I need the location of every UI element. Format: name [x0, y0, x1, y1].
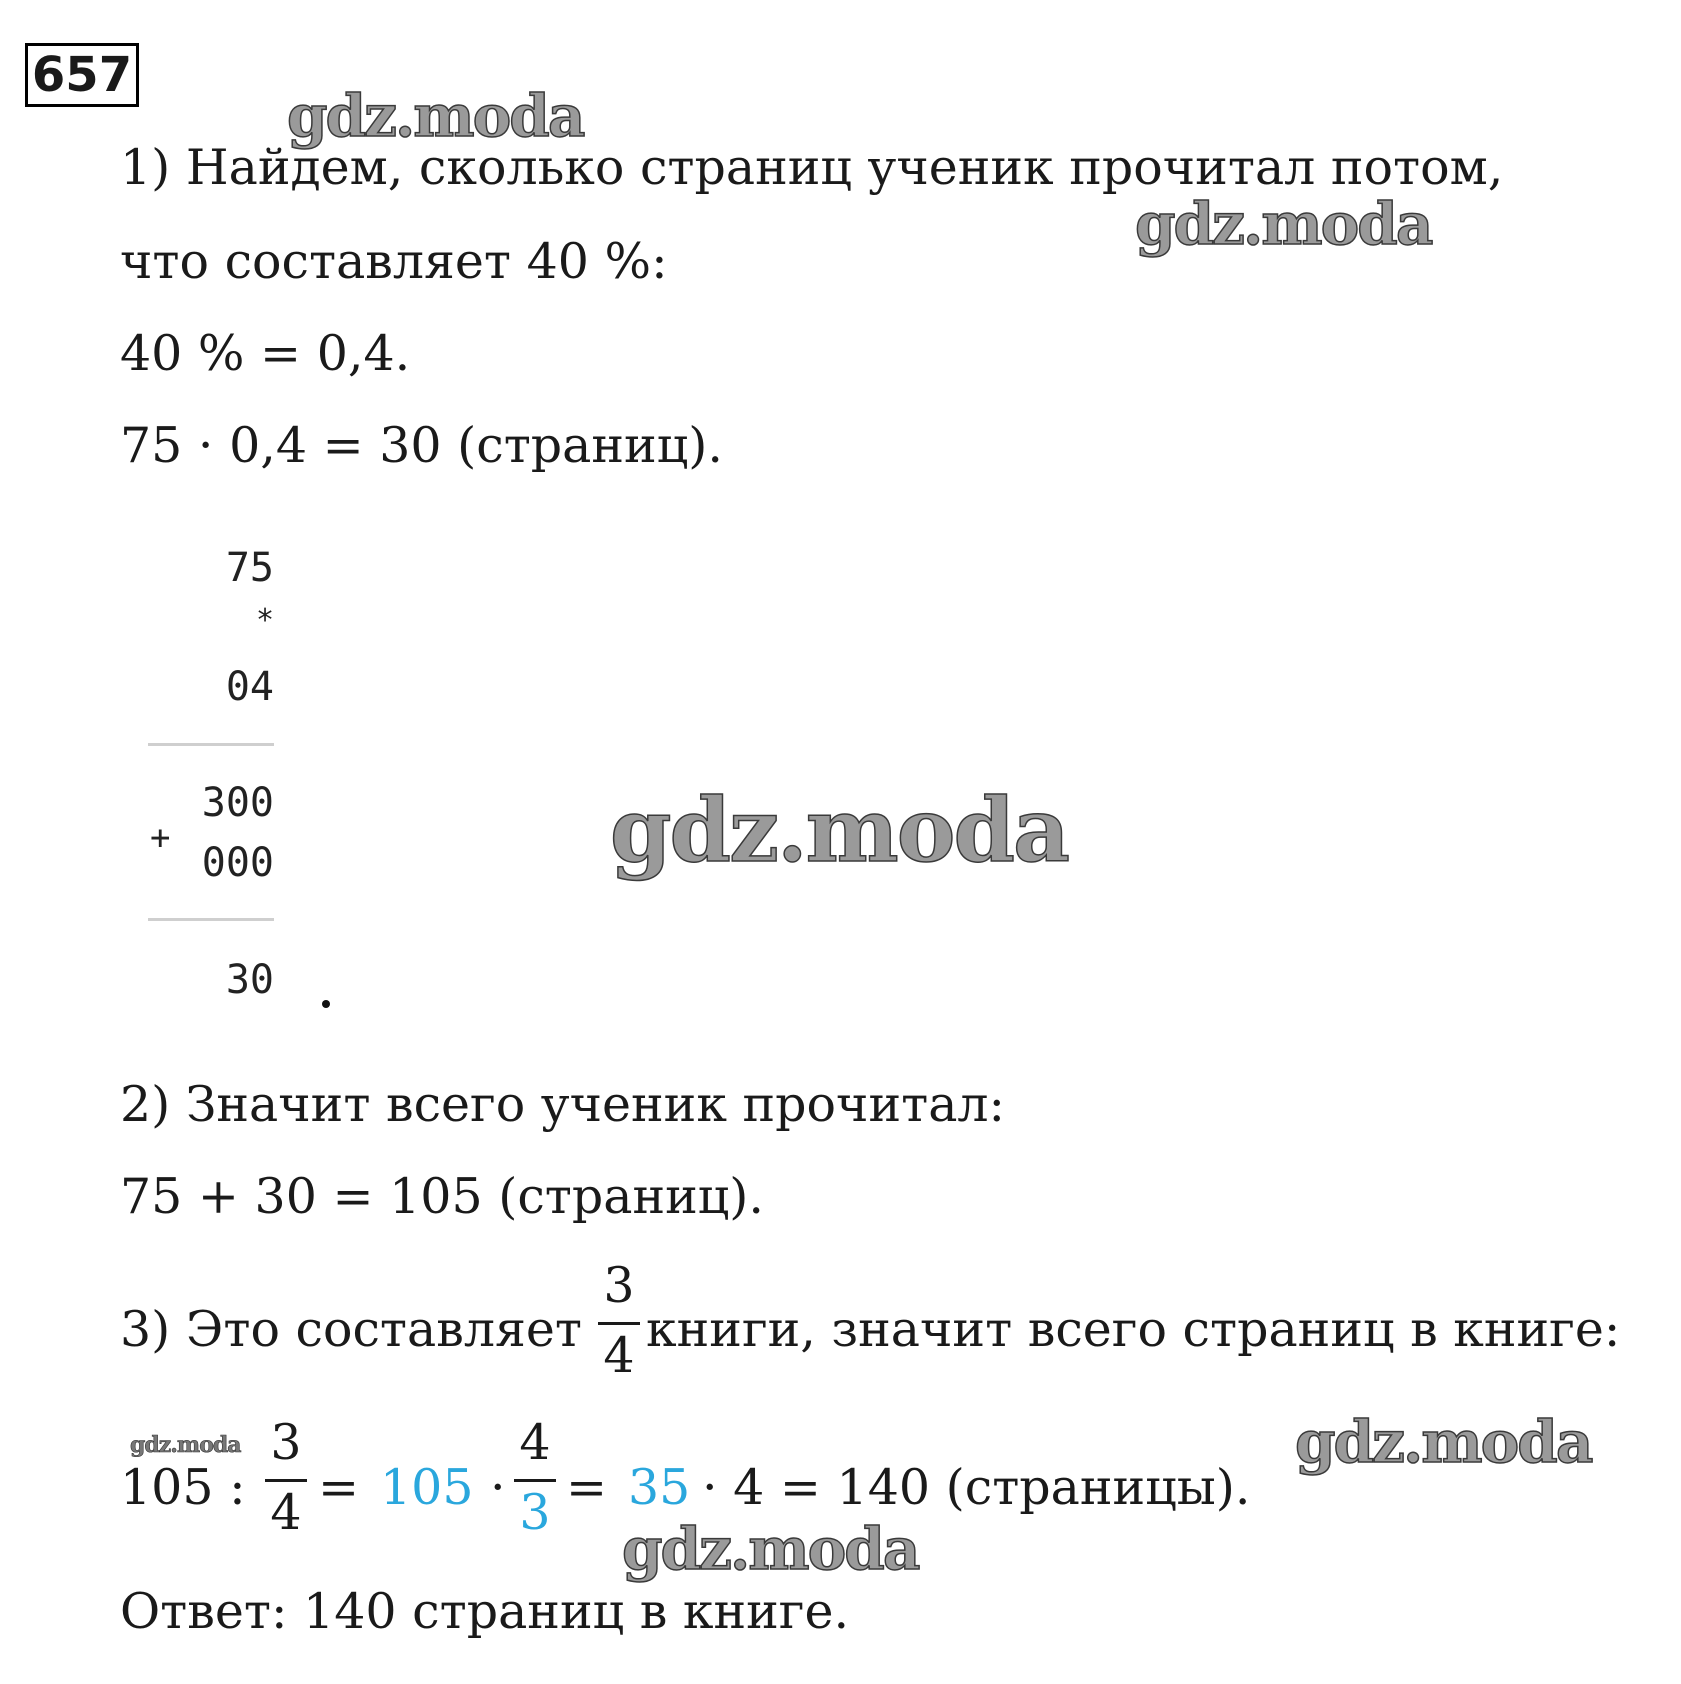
calc-op: *	[255, 603, 274, 638]
problem-number: 657	[25, 43, 139, 107]
step1-line4: 75 · 0,4 = 30 (страниц).	[120, 417, 723, 474]
expr-dot: ·	[490, 1459, 506, 1516]
fraction-denominator: 3	[519, 1484, 551, 1541]
calc-second: 04	[225, 664, 274, 710]
fraction-bar	[265, 1479, 307, 1482]
answer: Ответ: 140 страниц в книге.	[120, 1583, 850, 1640]
fraction-bar	[514, 1479, 556, 1482]
expr-eq2: =	[566, 1459, 608, 1516]
fraction-numerator: 4	[519, 1414, 551, 1471]
fraction-3-4	[598, 1258, 640, 1388]
period-dot	[322, 1000, 330, 1008]
calc-partial1: 300	[201, 780, 274, 826]
watermark: gdz.moda	[622, 1515, 919, 1583]
expr-eq1: =	[318, 1459, 360, 1516]
fraction-4-3	[514, 1415, 556, 1545]
fraction-3-4	[265, 1415, 307, 1545]
expr-a: 105 :	[120, 1459, 246, 1516]
expr-rest: · 4 = 140 (страницы).	[702, 1459, 1251, 1516]
calc-plus: +	[150, 818, 171, 858]
calc-line	[148, 743, 274, 746]
fraction-bar	[598, 1322, 640, 1325]
calc-result: 30	[225, 957, 274, 1003]
step1-line3: 40 % = 0,4.	[120, 325, 411, 382]
expr-b: 105	[380, 1459, 474, 1516]
expr-c: 35	[628, 1459, 691, 1516]
watermark: gdz.moda	[130, 1432, 241, 1458]
fraction-numerator: 3	[603, 1257, 635, 1314]
fraction-denominator: 4	[270, 1484, 302, 1541]
calc-line	[148, 918, 274, 921]
watermark: gdz.moda	[1135, 190, 1432, 258]
watermark: gdz.moda	[287, 82, 584, 150]
fraction-numerator: 3	[270, 1414, 302, 1471]
fraction-denominator: 4	[603, 1327, 635, 1384]
step3-suffix: книги, значит всего страниц в книге:	[646, 1301, 1621, 1358]
calc-top: 75	[225, 545, 274, 591]
step2-line1: 2) Значит всего ученик прочитал:	[120, 1076, 1006, 1133]
step1-line2: что составляет 40 %:	[120, 233, 668, 290]
calc-partial2: 000	[201, 840, 274, 886]
watermark: gdz.moda	[1295, 1408, 1592, 1476]
step3-prefix: 3) Это составляет	[120, 1301, 582, 1358]
step2-line2: 75 + 30 = 105 (страниц).	[120, 1168, 764, 1225]
step1-line1: 1) Найдем, сколько страниц ученик прочитал потом,	[120, 139, 1504, 196]
watermark: gdz.moda	[610, 778, 1069, 882]
